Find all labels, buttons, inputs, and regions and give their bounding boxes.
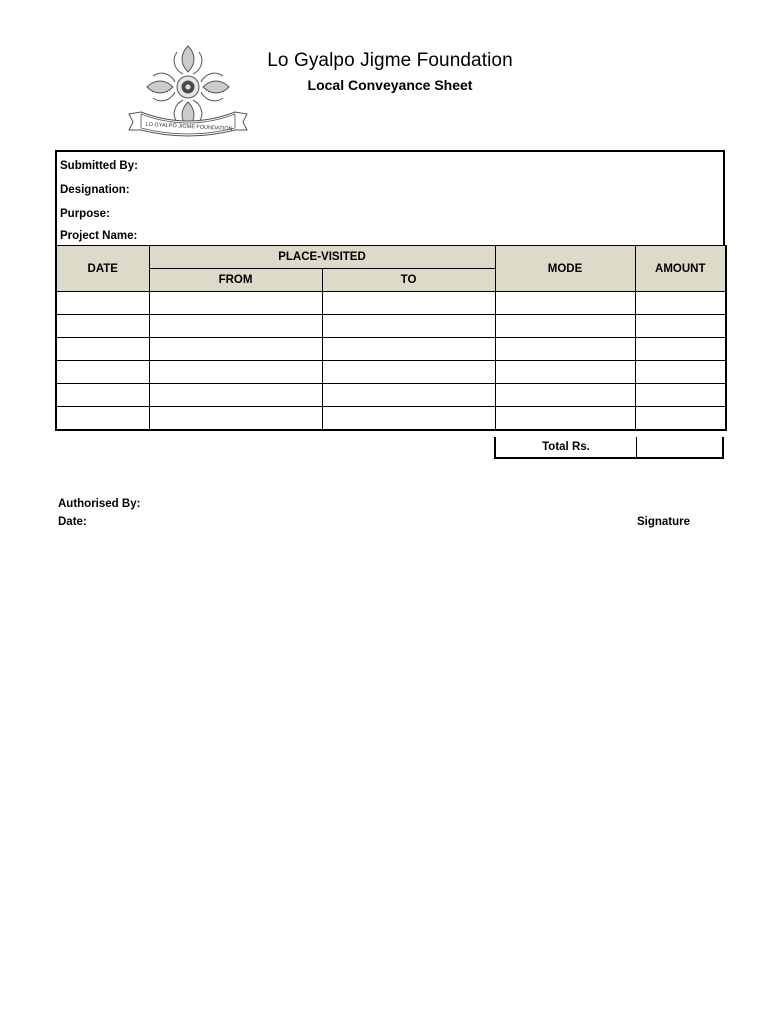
date-cell[interactable] xyxy=(56,384,149,407)
from-cell[interactable] xyxy=(149,292,322,315)
to-cell[interactable] xyxy=(322,292,495,315)
footer-date-label: Date: xyxy=(58,516,87,528)
from-cell[interactable] xyxy=(149,407,322,431)
to-header: TO xyxy=(322,269,495,292)
authorised-by-label: Authorised By: xyxy=(58,498,141,510)
amount-cell[interactable] xyxy=(635,338,726,361)
amount-cell[interactable] xyxy=(635,407,726,431)
date-cell[interactable] xyxy=(56,338,149,361)
to-cell[interactable] xyxy=(322,338,495,361)
designation-label: Designation: xyxy=(60,184,130,196)
table-row xyxy=(56,292,726,315)
from-cell[interactable] xyxy=(149,361,322,384)
amount-header: AMOUNT xyxy=(635,246,726,292)
signature-label: Signature xyxy=(637,516,691,528)
mode-cell[interactable] xyxy=(495,407,635,431)
to-cell[interactable] xyxy=(322,361,495,384)
to-cell[interactable] xyxy=(322,407,495,431)
total-label: Total Rs. xyxy=(496,437,637,457)
to-cell[interactable] xyxy=(322,315,495,338)
amount-cell[interactable] xyxy=(635,315,726,338)
mode-cell[interactable] xyxy=(495,338,635,361)
sheet-title: Local Conveyance Sheet xyxy=(307,77,473,93)
table-row xyxy=(56,338,726,361)
from-cell[interactable] xyxy=(149,384,322,407)
total-amount-cell[interactable] xyxy=(637,437,722,457)
org-name: Lo Gyalpo Jigme Foundation xyxy=(267,50,513,71)
to-cell[interactable] xyxy=(322,384,495,407)
from-header: FROM xyxy=(149,269,322,292)
from-cell[interactable] xyxy=(149,338,322,361)
submitted-by-label: Submitted By: xyxy=(60,160,138,172)
mode-cell[interactable] xyxy=(495,292,635,315)
date-cell[interactable] xyxy=(56,407,149,431)
date-header: DATE xyxy=(56,246,149,292)
logo-banner-text: LO GYALPO JIGME FOUNDATION xyxy=(145,121,233,133)
mode-cell[interactable] xyxy=(495,315,635,338)
purpose-label: Purpose: xyxy=(60,208,110,220)
mode-header: MODE xyxy=(495,246,635,292)
amount-cell[interactable] xyxy=(635,292,726,315)
project-name-label: Project Name: xyxy=(60,230,138,242)
table-row xyxy=(56,407,726,431)
total-row xyxy=(494,437,724,459)
table-row xyxy=(56,315,726,338)
place-visited-header: PLACE-VISITED xyxy=(149,246,495,269)
table-row xyxy=(56,361,726,384)
amount-cell[interactable] xyxy=(635,384,726,407)
info-block xyxy=(55,150,725,246)
from-cell[interactable] xyxy=(149,315,322,338)
date-cell[interactable] xyxy=(56,361,149,384)
amount-cell[interactable] xyxy=(635,361,726,384)
mode-cell[interactable] xyxy=(495,384,635,407)
date-cell[interactable] xyxy=(56,292,149,315)
date-cell[interactable] xyxy=(56,315,149,338)
table-row xyxy=(56,384,726,407)
mode-cell[interactable] xyxy=(495,361,635,384)
conveyance-table xyxy=(55,245,727,431)
